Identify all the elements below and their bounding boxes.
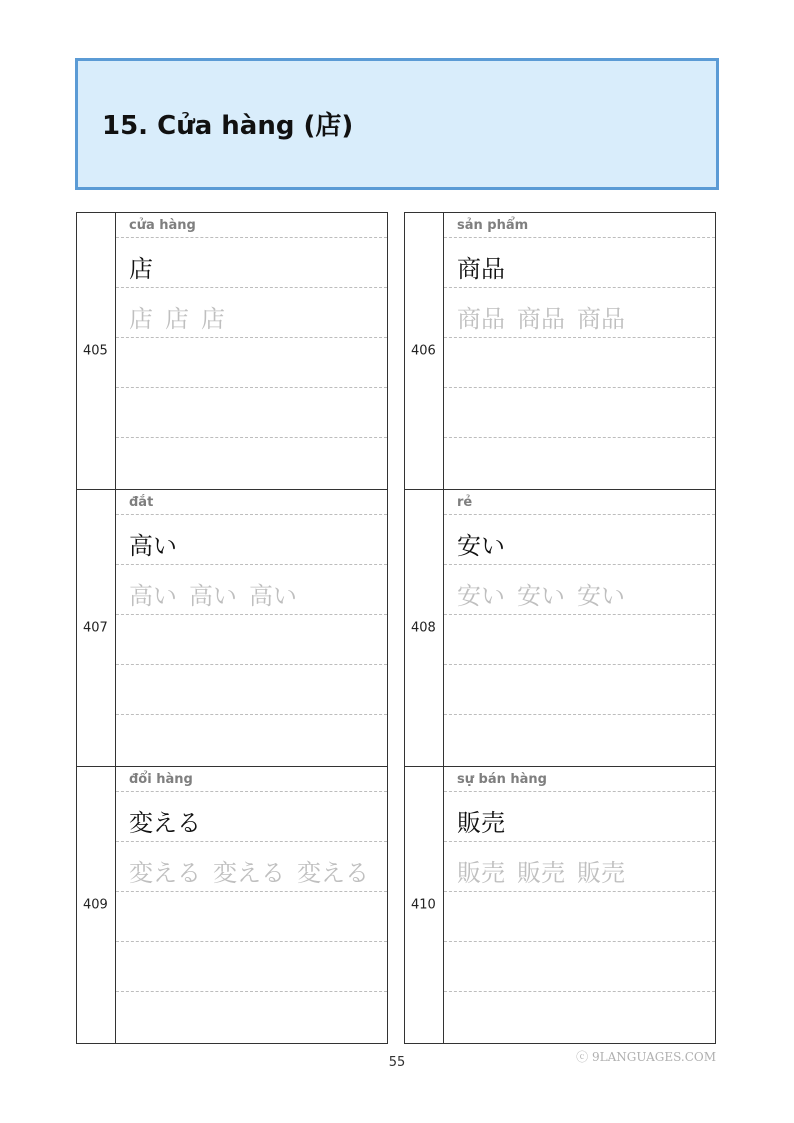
vocab-word: 商品 (457, 255, 505, 283)
pronunciation-row (444, 490, 715, 515)
vocab-word: 販売 (457, 809, 505, 837)
card-number-cell (405, 213, 444, 489)
card-number: 409 (83, 897, 108, 913)
trace-word: 安い (457, 582, 505, 610)
trace-word: 販売 (577, 859, 625, 887)
trace-row (116, 565, 387, 615)
trace-word: 店 (129, 305, 153, 333)
vocab-word: 店 (129, 255, 153, 283)
trace-word: 高い (189, 582, 237, 610)
trace-word: 安い (517, 582, 565, 610)
pronunciation: đổi hàng (129, 772, 193, 787)
vocab-card-408 (404, 489, 716, 766)
card-number: 408 (411, 620, 436, 636)
title-banner (75, 58, 719, 190)
trace-word: 商品 (457, 305, 505, 333)
trace-words (129, 576, 309, 611)
blank-practice-row[interactable] (116, 438, 387, 488)
trace-word: 販売 (517, 859, 565, 887)
trace-word: 変える (297, 859, 369, 887)
trace-word: 高い (129, 582, 177, 610)
vocab-card-410 (404, 766, 716, 1044)
word-row (444, 515, 715, 565)
blank-practice-row[interactable] (444, 665, 715, 715)
trace-word: 店 (201, 305, 225, 333)
vocab-word: 安い (457, 532, 505, 560)
trace-words (129, 853, 381, 888)
trace-row (444, 565, 715, 615)
blank-practice-row[interactable] (444, 992, 715, 1042)
pronunciation: sự bán hàng (457, 772, 547, 787)
page-title: 15. Cửa hàng (店) (102, 111, 354, 141)
practice-rows (444, 767, 715, 1043)
blank-practice-row[interactable] (116, 615, 387, 665)
blank-practice-row[interactable] (116, 992, 387, 1042)
blank-practice-row[interactable] (444, 942, 715, 992)
blank-practice-row[interactable] (444, 338, 715, 388)
trace-word: 商品 (577, 305, 625, 333)
pronunciation: đắt (129, 495, 154, 510)
blank-practice-row[interactable] (444, 388, 715, 438)
practice-rows (116, 213, 387, 489)
blank-practice-row[interactable] (444, 892, 715, 942)
trace-word: 安い (577, 582, 625, 610)
vocab-card-409 (76, 766, 388, 1044)
trace-row (444, 842, 715, 892)
trace-words (457, 299, 637, 334)
trace-word: 店 (165, 305, 189, 333)
card-number-cell (405, 767, 444, 1043)
trace-row (116, 842, 387, 892)
practice-rows (444, 490, 715, 766)
pronunciation-row (116, 213, 387, 238)
practice-rows (116, 767, 387, 1043)
blank-practice-row[interactable] (116, 338, 387, 388)
pronunciation: sản phẩm (457, 218, 529, 233)
blank-practice-row[interactable] (116, 942, 387, 992)
blank-practice-row[interactable] (116, 892, 387, 942)
word-row (116, 238, 387, 288)
trace-words (457, 853, 637, 888)
blank-practice-row[interactable] (444, 615, 715, 665)
pronunciation-row (444, 767, 715, 792)
practice-rows (444, 213, 715, 489)
trace-words (129, 299, 237, 334)
vocab-word: 高い (129, 532, 177, 560)
trace-row (116, 288, 387, 338)
blank-practice-row[interactable] (444, 438, 715, 488)
page-number: 55 (388, 1055, 406, 1070)
vocab-card-407 (76, 489, 388, 766)
word-row (116, 515, 387, 565)
card-number-cell (77, 213, 116, 489)
trace-word: 商品 (517, 305, 565, 333)
vocab-card-406 (404, 212, 716, 489)
blank-practice-row[interactable] (116, 665, 387, 715)
vocab-word: 変える (129, 809, 201, 837)
blank-practice-row[interactable] (116, 715, 387, 765)
vocab-card-405 (76, 212, 388, 489)
card-number: 407 (83, 620, 108, 636)
trace-row (444, 288, 715, 338)
pronunciation: rẻ (457, 495, 473, 510)
card-number-cell (77, 490, 116, 766)
practice-rows (116, 490, 387, 766)
card-number: 405 (83, 343, 108, 359)
pronunciation-row (116, 767, 387, 792)
word-row (444, 238, 715, 288)
pronunciation-row (116, 490, 387, 515)
blank-practice-row[interactable] (444, 715, 715, 765)
card-number: 410 (411, 897, 436, 913)
trace-word: 販売 (457, 859, 505, 887)
word-row (444, 792, 715, 842)
card-number-cell (405, 490, 444, 766)
word-row (116, 792, 387, 842)
card-number: 406 (411, 343, 436, 359)
trace-word: 高い (249, 582, 297, 610)
blank-practice-row[interactable] (116, 388, 387, 438)
card-number-cell (77, 767, 116, 1043)
pronunciation: cửa hàng (129, 218, 196, 233)
pronunciation-row (444, 213, 715, 238)
trace-word: 変える (129, 859, 201, 887)
trace-word: 変える (213, 859, 285, 887)
copyright-notice: ⓒ 9LANGUAGES.COM (576, 1050, 716, 1064)
trace-words (457, 576, 637, 611)
